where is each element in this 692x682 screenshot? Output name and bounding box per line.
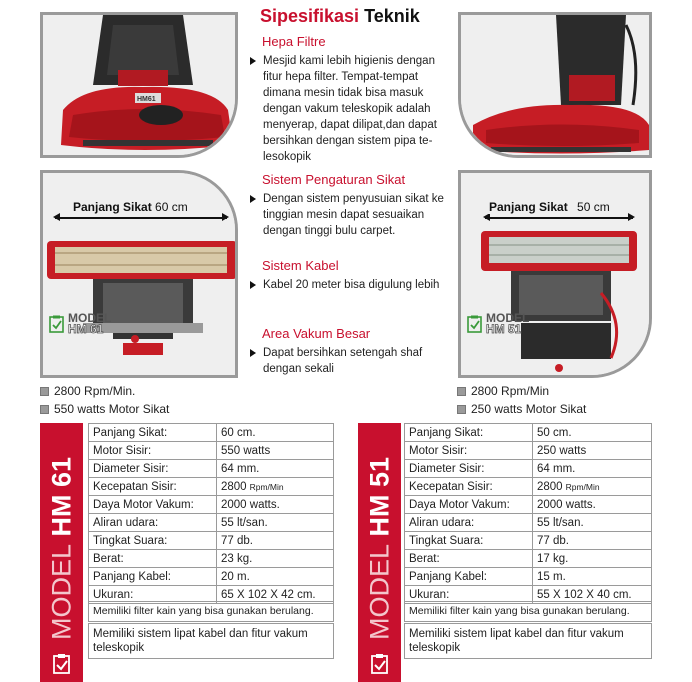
section-heading-kabel: Sistem Kabel: [262, 258, 339, 273]
spec-unit: Rpm/Min: [565, 481, 600, 492]
spec-key: Kecepatan Sisir:: [89, 478, 217, 496]
banner-hm61: [40, 423, 83, 682]
spec-key: Panjang Sikat:: [89, 424, 217, 442]
spec-value-text: 77 db.: [221, 534, 253, 547]
spec-key: Ukuran:: [405, 586, 533, 604]
photo-hm51-brush: [458, 170, 652, 378]
bullet-arrow-icon: [250, 349, 256, 357]
spec-value-text: 250 watts: [537, 444, 587, 457]
spec-value-text: 20 m.: [221, 570, 250, 583]
spec-row: [89, 478, 334, 496]
spec-table-hm61: [88, 423, 334, 604]
spec-row: [405, 424, 652, 442]
page-title-part2: Teknik: [364, 6, 420, 26]
photo-badge: HM61: [137, 96, 156, 103]
spec-value-text: 64 mm.: [221, 462, 260, 475]
photo-hm51-head: [458, 12, 652, 158]
spec-row: [89, 568, 334, 586]
square-bullet-icon: [40, 387, 49, 396]
vacuum-head-image: [43, 15, 238, 158]
spec-value: [217, 424, 334, 442]
section-heading-sikat: Sistem Pengaturan Sikat: [262, 172, 406, 187]
spec-key: Aliran udara:: [89, 514, 217, 532]
spec-value: [217, 514, 334, 532]
spec-value-text: 550 watts: [221, 444, 271, 457]
spec-key: Kecepatan Sisir:: [405, 478, 533, 496]
spec-value: [533, 568, 652, 586]
vacuum-head-image-right: [461, 15, 652, 158]
panjang-sikat-value: 60 cm: [155, 200, 188, 214]
spec-key: Panjang Sikat:: [405, 424, 533, 442]
spec-value: [533, 424, 652, 442]
panjang-sikat-label-right: [487, 200, 612, 214]
spec-table-hm51: [404, 423, 652, 604]
model-tag-label: MODEL: [486, 311, 530, 325]
spec-key: Ukuran:: [89, 586, 217, 604]
spec-value-text: 2000 watts.: [221, 498, 280, 511]
spec-value: [217, 550, 334, 568]
bullet-arrow-icon: [250, 57, 256, 65]
feature-text: 2800 Rpm/Min.: [54, 384, 136, 398]
spec-value-text: 55 X 102 X 40 cm.: [537, 588, 632, 601]
banner-model-word: MODEL: [46, 544, 76, 641]
section-text: Dapat bersihkan setengah shaf dengan sekali: [263, 347, 423, 375]
feature-text: 2800 Rpm/Min: [471, 384, 550, 398]
spec-row: [405, 550, 652, 568]
spec-value-text: 64 mm.: [537, 462, 576, 475]
model-tag-hm61: [49, 313, 111, 335]
spec-value: [533, 478, 652, 496]
banner-model-name: HM 61: [46, 456, 76, 537]
spec-key: Diameter Sisir:: [89, 460, 217, 478]
section-text-sikat: [250, 191, 456, 239]
page-title-part1: Sipesifikasi: [260, 6, 360, 26]
section-heading-hepa: Hepa Filtre: [262, 34, 326, 49]
spec-row: [405, 568, 652, 586]
note-kabel-hm51: Memiliki sistem lipat kabel dan fitur vakum teleskopik: [404, 623, 652, 659]
feature-watts-left: [40, 402, 169, 416]
spec-key: Tingkat Suara:: [405, 532, 533, 550]
section-text-kabel: [250, 277, 456, 293]
banner-text: [46, 457, 77, 640]
panjang-sikat-key-right: Panjang Sikat: [489, 200, 568, 214]
section-text-hepa: [250, 53, 456, 165]
spec-value: [217, 568, 334, 586]
spec-row: [89, 424, 334, 442]
section-text: Dengan sistem penyusuian sikat ke tinggian mesin dapat sesuaikan dengan tinggi bulu carpet.: [263, 193, 444, 237]
feature-rpm-left: [40, 384, 135, 398]
spec-row: [405, 532, 652, 550]
spec-key: Aliran udara:: [405, 514, 533, 532]
panjang-sikat-key: Panjang Sikat: [73, 200, 152, 214]
section-text: Mesjid kami lebih higienis dengan fitur hepa filter. Tempat-tempat dimana mesin tidak bisa masuk dengan vakum teleskopik adalah menyerap, dapat dilipat,dan dapat bersihkan dengan sistem pipa te-lesokopik: [263, 55, 437, 163]
spec-value: [533, 496, 652, 514]
banner-hm51: [358, 423, 401, 682]
spec-value: [217, 442, 334, 460]
note-filter-hm61: Memiliki filter kain yang bisa gunakan berulang.: [88, 601, 334, 622]
spec-value: [217, 532, 334, 550]
checklist-icon: [49, 315, 65, 333]
spec-row: [405, 514, 652, 532]
spec-row: [405, 460, 652, 478]
photo-hm61-head: [40, 12, 238, 158]
brush-width-arrow: [55, 217, 227, 219]
spec-value-text: 65 X 102 X 42 cm.: [221, 588, 316, 601]
feature-watts-right: [457, 402, 586, 416]
section-text: Kabel 20 meter bisa digulung lebih: [263, 279, 440, 291]
spec-value: [217, 460, 334, 478]
spec-key: Daya Motor Vakum:: [89, 496, 217, 514]
panjang-sikat-label: [71, 200, 190, 214]
feature-text: 250 watts Motor Sikat: [471, 402, 587, 416]
spec-value: [217, 496, 334, 514]
panjang-sikat-value-right: 50 cm: [577, 200, 610, 214]
spec-value-text: 17 kg.: [537, 552, 569, 565]
feature-rpm-right: [457, 384, 549, 398]
spec-value-text: 60 cm.: [221, 426, 256, 439]
spec-key: Motor Sisir:: [89, 442, 217, 460]
spec-value: [533, 550, 652, 568]
note-kabel-hm61: Memiliki sistem lipat kabel dan fitur vakum teleskopik: [88, 623, 334, 659]
photo-hm61-brush: [40, 170, 238, 378]
spec-key: Tingkat Suara:: [89, 532, 217, 550]
square-bullet-icon: [457, 405, 466, 414]
square-bullet-icon: [457, 387, 466, 396]
checklist-icon: [370, 653, 390, 675]
spec-row: [89, 496, 334, 514]
spec-row: [405, 496, 652, 514]
bullet-arrow-icon: [250, 195, 256, 203]
square-bullet-icon: [40, 405, 49, 414]
brush-width-arrow-right: [485, 217, 633, 219]
spec-value: [533, 514, 652, 532]
model-tag-name: HM 61: [68, 322, 104, 336]
spec-value-text: 77 db.: [537, 534, 569, 547]
spec-row: [405, 442, 652, 460]
spec-key: Berat:: [89, 550, 217, 568]
feature-text: 550 watts Motor Sikat: [54, 402, 170, 416]
spec-row: [89, 550, 334, 568]
spec-value: [217, 478, 334, 496]
spec-key: Daya Motor Vakum:: [405, 496, 533, 514]
banner-model-word: MODEL: [364, 544, 394, 641]
model-tag-label: MODEL: [68, 311, 112, 325]
banner-model-name: HM 51: [364, 456, 394, 537]
model-tag-name: HM 51: [486, 322, 522, 336]
spec-value-text: 23 kg.: [221, 552, 253, 565]
spec-key: Motor Sisir:: [405, 442, 533, 460]
checklist-icon: [467, 315, 483, 333]
spec-key: Panjang Kabel:: [89, 568, 217, 586]
spec-value-text: 55 lt/san.: [221, 516, 268, 529]
spec-value-text: 50 cm.: [537, 426, 572, 439]
spec-key: Berat:: [405, 550, 533, 568]
spec-value-text: 2800: [537, 480, 563, 493]
spec-key: Panjang Kabel:: [405, 568, 533, 586]
spec-value-text: 15 m.: [537, 570, 566, 583]
checklist-icon: [52, 653, 72, 675]
spec-value-text: 55 lt/san.: [537, 516, 584, 529]
spec-value: [533, 532, 652, 550]
spec-value-text: 2000 watts.: [537, 498, 596, 511]
spec-value: [533, 460, 652, 478]
spec-value: [533, 442, 652, 460]
spec-row: [89, 514, 334, 532]
spec-value-text: 2800: [221, 480, 247, 493]
model-tag-hm51: [467, 313, 529, 335]
spec-key: Diameter Sisir:: [405, 460, 533, 478]
spec-row: [89, 532, 334, 550]
section-text-vakum: [250, 345, 456, 377]
page-title: [260, 6, 420, 27]
bullet-arrow-icon: [250, 281, 256, 289]
spec-row: [405, 478, 652, 496]
spec-unit: Rpm/Min: [249, 481, 284, 492]
banner-text: [364, 457, 395, 640]
section-heading-vakum: Area Vakum Besar: [262, 326, 371, 341]
spec-row: [89, 442, 334, 460]
spec-row: [89, 460, 334, 478]
note-filter-hm51: Memiliki filter kain yang bisa gunakan berulang.: [404, 601, 652, 622]
